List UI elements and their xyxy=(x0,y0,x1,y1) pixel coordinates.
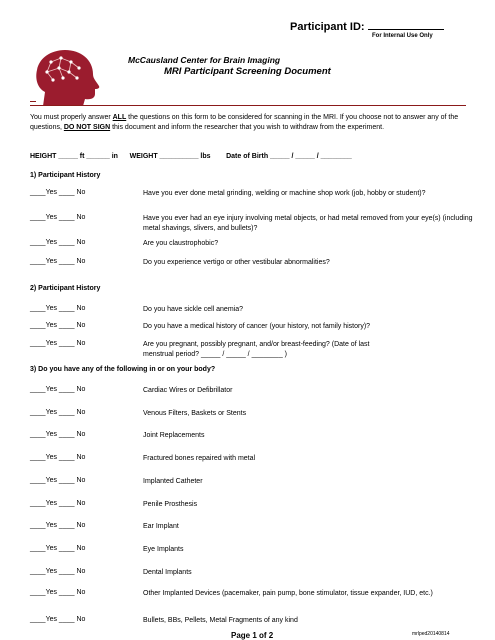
question: Dental Implants xyxy=(143,569,192,576)
participant-id-label: Participant ID: xyxy=(290,21,365,33)
instructions: You must properly answer ALL the questions on this form to be considered for scanning in the MRI. If you choose not to answer any of the questions, DO NOT SIGN this document and inform the researcher that you wish to withdraw from the experiment. xyxy=(30,114,459,131)
question: Fractured bones repaired with metal xyxy=(143,455,256,462)
section-title: 3) Do you have any of the following in or on your body? xyxy=(30,366,216,373)
yes-no-answer[interactable]: ____Yes ____ No xyxy=(30,258,86,265)
yes-no-answer[interactable]: ____Yes ____ No xyxy=(30,340,86,347)
measurements-line[interactable]: HEIGHT _____ ft ______ in WEIGHT __________ lbs Date of Birth _____ / _____ / ________ xyxy=(30,153,352,160)
yes-no-answer[interactable]: ____Yes ____ No xyxy=(30,545,86,552)
question: Do you have a medical history of cancer (your history, not family history)? xyxy=(143,323,371,330)
yes-no-answer[interactable]: ____Yes ____ No xyxy=(30,500,86,507)
yes-no-answer[interactable]: ____Yes ____ No xyxy=(30,568,86,575)
question: Are you pregnant, possibly pregnant, and/or breast-feeding? (Date of last menstrual period? _____ / _____ / ________ ) xyxy=(143,341,370,358)
yes-no-answer[interactable]: ____Yes ____ No xyxy=(30,477,86,484)
question: Eye Implants xyxy=(143,546,184,553)
section-title: 2) Participant History xyxy=(30,285,101,292)
yes-no-answer[interactable]: ____Yes ____ No xyxy=(30,522,86,529)
yes-no-answer[interactable]: ____Yes ____ No xyxy=(30,431,86,438)
document-code: mrlped20140814 xyxy=(412,631,450,637)
participant-id-field[interactable] xyxy=(368,20,444,30)
participant-id xyxy=(290,20,444,33)
yes-no-answer[interactable]: ____Yes ____ No xyxy=(30,214,86,221)
yes-no-answer[interactable]: ____Yes ____ No xyxy=(30,454,86,461)
question: Implanted Catheter xyxy=(143,478,203,485)
question: Other Implanted Devices (pacemaker, pain pump, bone stimulator, tissue expander, IUD, etc.) xyxy=(143,590,433,597)
question: Do you have sickle cell anemia? xyxy=(143,306,243,313)
yes-no-answer[interactable]: ____Yes ____ No xyxy=(30,322,86,329)
do-not-sign-emphasis: DO NOT SIGN xyxy=(63,123,111,131)
question: Cardiac Wires or Defibrillator xyxy=(143,387,233,394)
question: Venous Filters, Baskets or Stents xyxy=(143,410,247,417)
question: Do you experience vertigo or other vestibular abnormalities? xyxy=(143,259,330,266)
question: Ear Implant xyxy=(143,523,179,530)
question: Have you ever had an eye injury involving metal objects, or had metal removed from your eye(s) (including metal shavings, slivers, and bullets)? xyxy=(143,215,473,232)
yes-no-answer[interactable]: ____Yes ____ No xyxy=(30,305,86,312)
yes-no-answer[interactable]: ____Yes ____ No xyxy=(30,189,86,196)
question: Have you ever done metal grinding, welding or machine shop work (job, hobby or student)? xyxy=(143,190,426,197)
header-rule-tick xyxy=(30,101,36,102)
yes-no-answer[interactable]: ____Yes ____ No xyxy=(30,409,86,416)
internal-use-note: For Internal Use Only xyxy=(372,33,433,39)
header-rule xyxy=(30,105,466,106)
all-emphasis: ALL xyxy=(112,114,127,121)
question: Are you claustrophobic? xyxy=(143,240,219,247)
center-name: McCausland Center for Brain Imaging xyxy=(128,55,281,65)
yes-no-answer[interactable]: ____Yes ____ No xyxy=(30,589,86,596)
page-number: Page 1 of 2 xyxy=(231,631,274,640)
document-title: MRI Participant Screening Document xyxy=(164,66,331,77)
question: Joint Replacements xyxy=(143,432,205,439)
yes-no-answer[interactable]: ____Yes ____ No xyxy=(30,239,86,246)
yes-no-answer[interactable]: ____Yes ____ No xyxy=(30,386,86,393)
question: Penile Prosthesis xyxy=(143,501,198,508)
question: Bullets, BBs, Pellets, Metal Fragments of any kind xyxy=(143,617,298,624)
yes-no-answer[interactable]: ____Yes ____ No xyxy=(30,616,86,623)
brain-head-logo-icon xyxy=(33,48,105,106)
section-title: 1) Participant History xyxy=(30,172,101,179)
